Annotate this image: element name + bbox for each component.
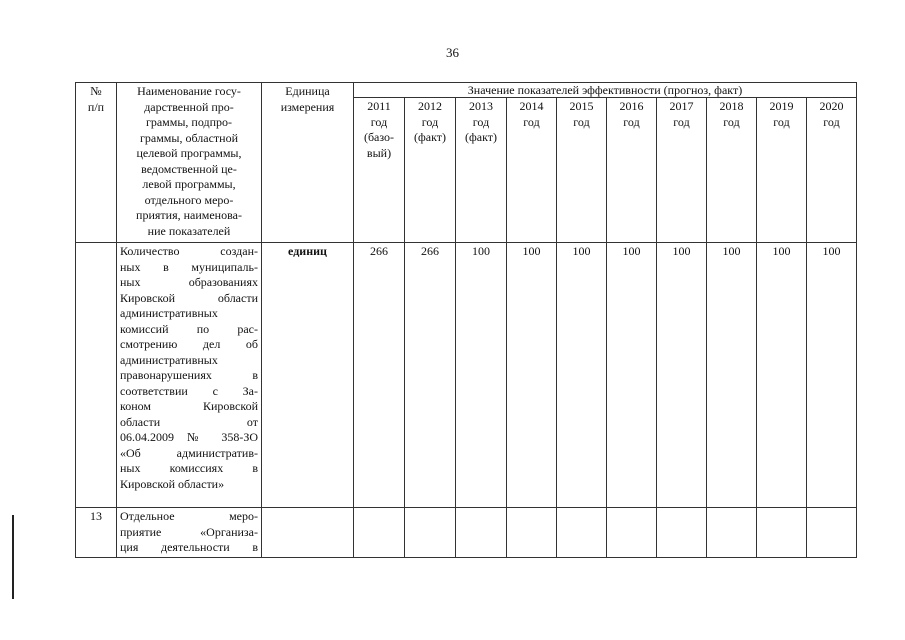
row-name-line: соответствии с За- <box>120 383 258 398</box>
row-value-2015: 100 <box>557 243 607 508</box>
row-value-2017: 100 <box>657 243 707 508</box>
row-value-2013: 100 <box>456 243 507 508</box>
row-value-2012 <box>405 508 456 558</box>
header-name: Наименование госу- дарственной про- граммы, подпро- граммы, областной целевой программы, ведомственной це- левой программы, отдельного меро- приятия, наименова- ние показателей <box>117 83 262 243</box>
row-name-line: Кировской области <box>120 290 258 305</box>
header-year-2015: 2015 год <box>557 98 607 243</box>
row-name-line: «Об административ- <box>120 445 258 460</box>
header-year-2017: 2017 год <box>657 98 707 243</box>
row-value-2020: 100 <box>807 243 857 508</box>
row-value-2013 <box>456 508 507 558</box>
row-value-2012: 266 <box>405 243 456 508</box>
row-value-2018: 100 <box>707 243 757 508</box>
row-value-2016: 100 <box>607 243 657 508</box>
row-name-line: Количество создан- <box>120 244 258 258</box>
row-name <box>117 508 262 558</box>
header-unit: Единица измерения <box>262 83 354 243</box>
table-row <box>76 243 857 508</box>
indicators-table <box>75 82 857 558</box>
header-num: № п/п <box>76 83 117 243</box>
header-year-2019: 2019 год <box>757 98 807 243</box>
row-value-2014: 100 <box>507 243 557 508</box>
row-name-line: административных <box>120 306 218 320</box>
row-unit <box>262 508 354 558</box>
row-name-line: ных образованиях <box>120 275 258 289</box>
header-year-2016: 2016 год <box>607 98 657 243</box>
row-value-2014 <box>507 508 557 558</box>
row-name-line: ных в муниципаль- <box>120 259 258 274</box>
row-value-2020 <box>807 508 857 558</box>
page-number: 36 <box>446 45 459 60</box>
row-num <box>76 243 117 508</box>
table-row <box>76 508 857 558</box>
row-name-line: Отдельное меро- <box>120 509 258 523</box>
row-value-2015 <box>557 508 607 558</box>
row-value-2019: 100 <box>757 243 807 508</box>
row-value-2018 <box>707 508 757 558</box>
row-num: 13 <box>76 508 117 558</box>
row-name-line: коном Кировской <box>120 399 258 413</box>
row-name-line: правонарушениях в <box>120 368 258 382</box>
row-name-line: административных <box>120 352 218 367</box>
header-year-2013: 2013 год (факт) <box>456 98 507 243</box>
row-unit: единиц <box>262 243 354 508</box>
row-name-line: смотрению дел об <box>120 337 258 351</box>
row-name-line: комиссий по рас- <box>120 321 258 336</box>
header-year-2020: 2020 год <box>807 98 857 243</box>
row-value-2011 <box>354 508 405 558</box>
header-year-2012: 2012 год (факт) <box>405 98 456 243</box>
header-row-1 <box>76 83 857 98</box>
row-value-2019 <box>757 508 807 558</box>
row-name-line: ция деятельности в <box>120 540 258 554</box>
scan-margin-mark <box>12 515 14 599</box>
row-value-2017 <box>657 508 707 558</box>
row-name-line: области от <box>120 414 258 429</box>
row-name-line: 06.04.2009 № 358-ЗО <box>120 430 258 444</box>
header-year-2018: 2018 год <box>707 98 757 243</box>
header-year-2014: 2014 год <box>507 98 557 243</box>
row-value-2011: 266 <box>354 243 405 508</box>
row-value-2016 <box>607 508 657 558</box>
row-name-line: ных комиссиях в <box>120 461 258 475</box>
row-name <box>117 243 262 508</box>
row-name-line: Кировской области» <box>120 476 225 491</box>
header-values-group: Значение показателей эффективности (прогноз, факт) <box>354 83 857 98</box>
header-year-2011: 2011 год (базо- вый) <box>354 98 405 243</box>
row-name-line: приятие «Организа- <box>120 524 258 539</box>
